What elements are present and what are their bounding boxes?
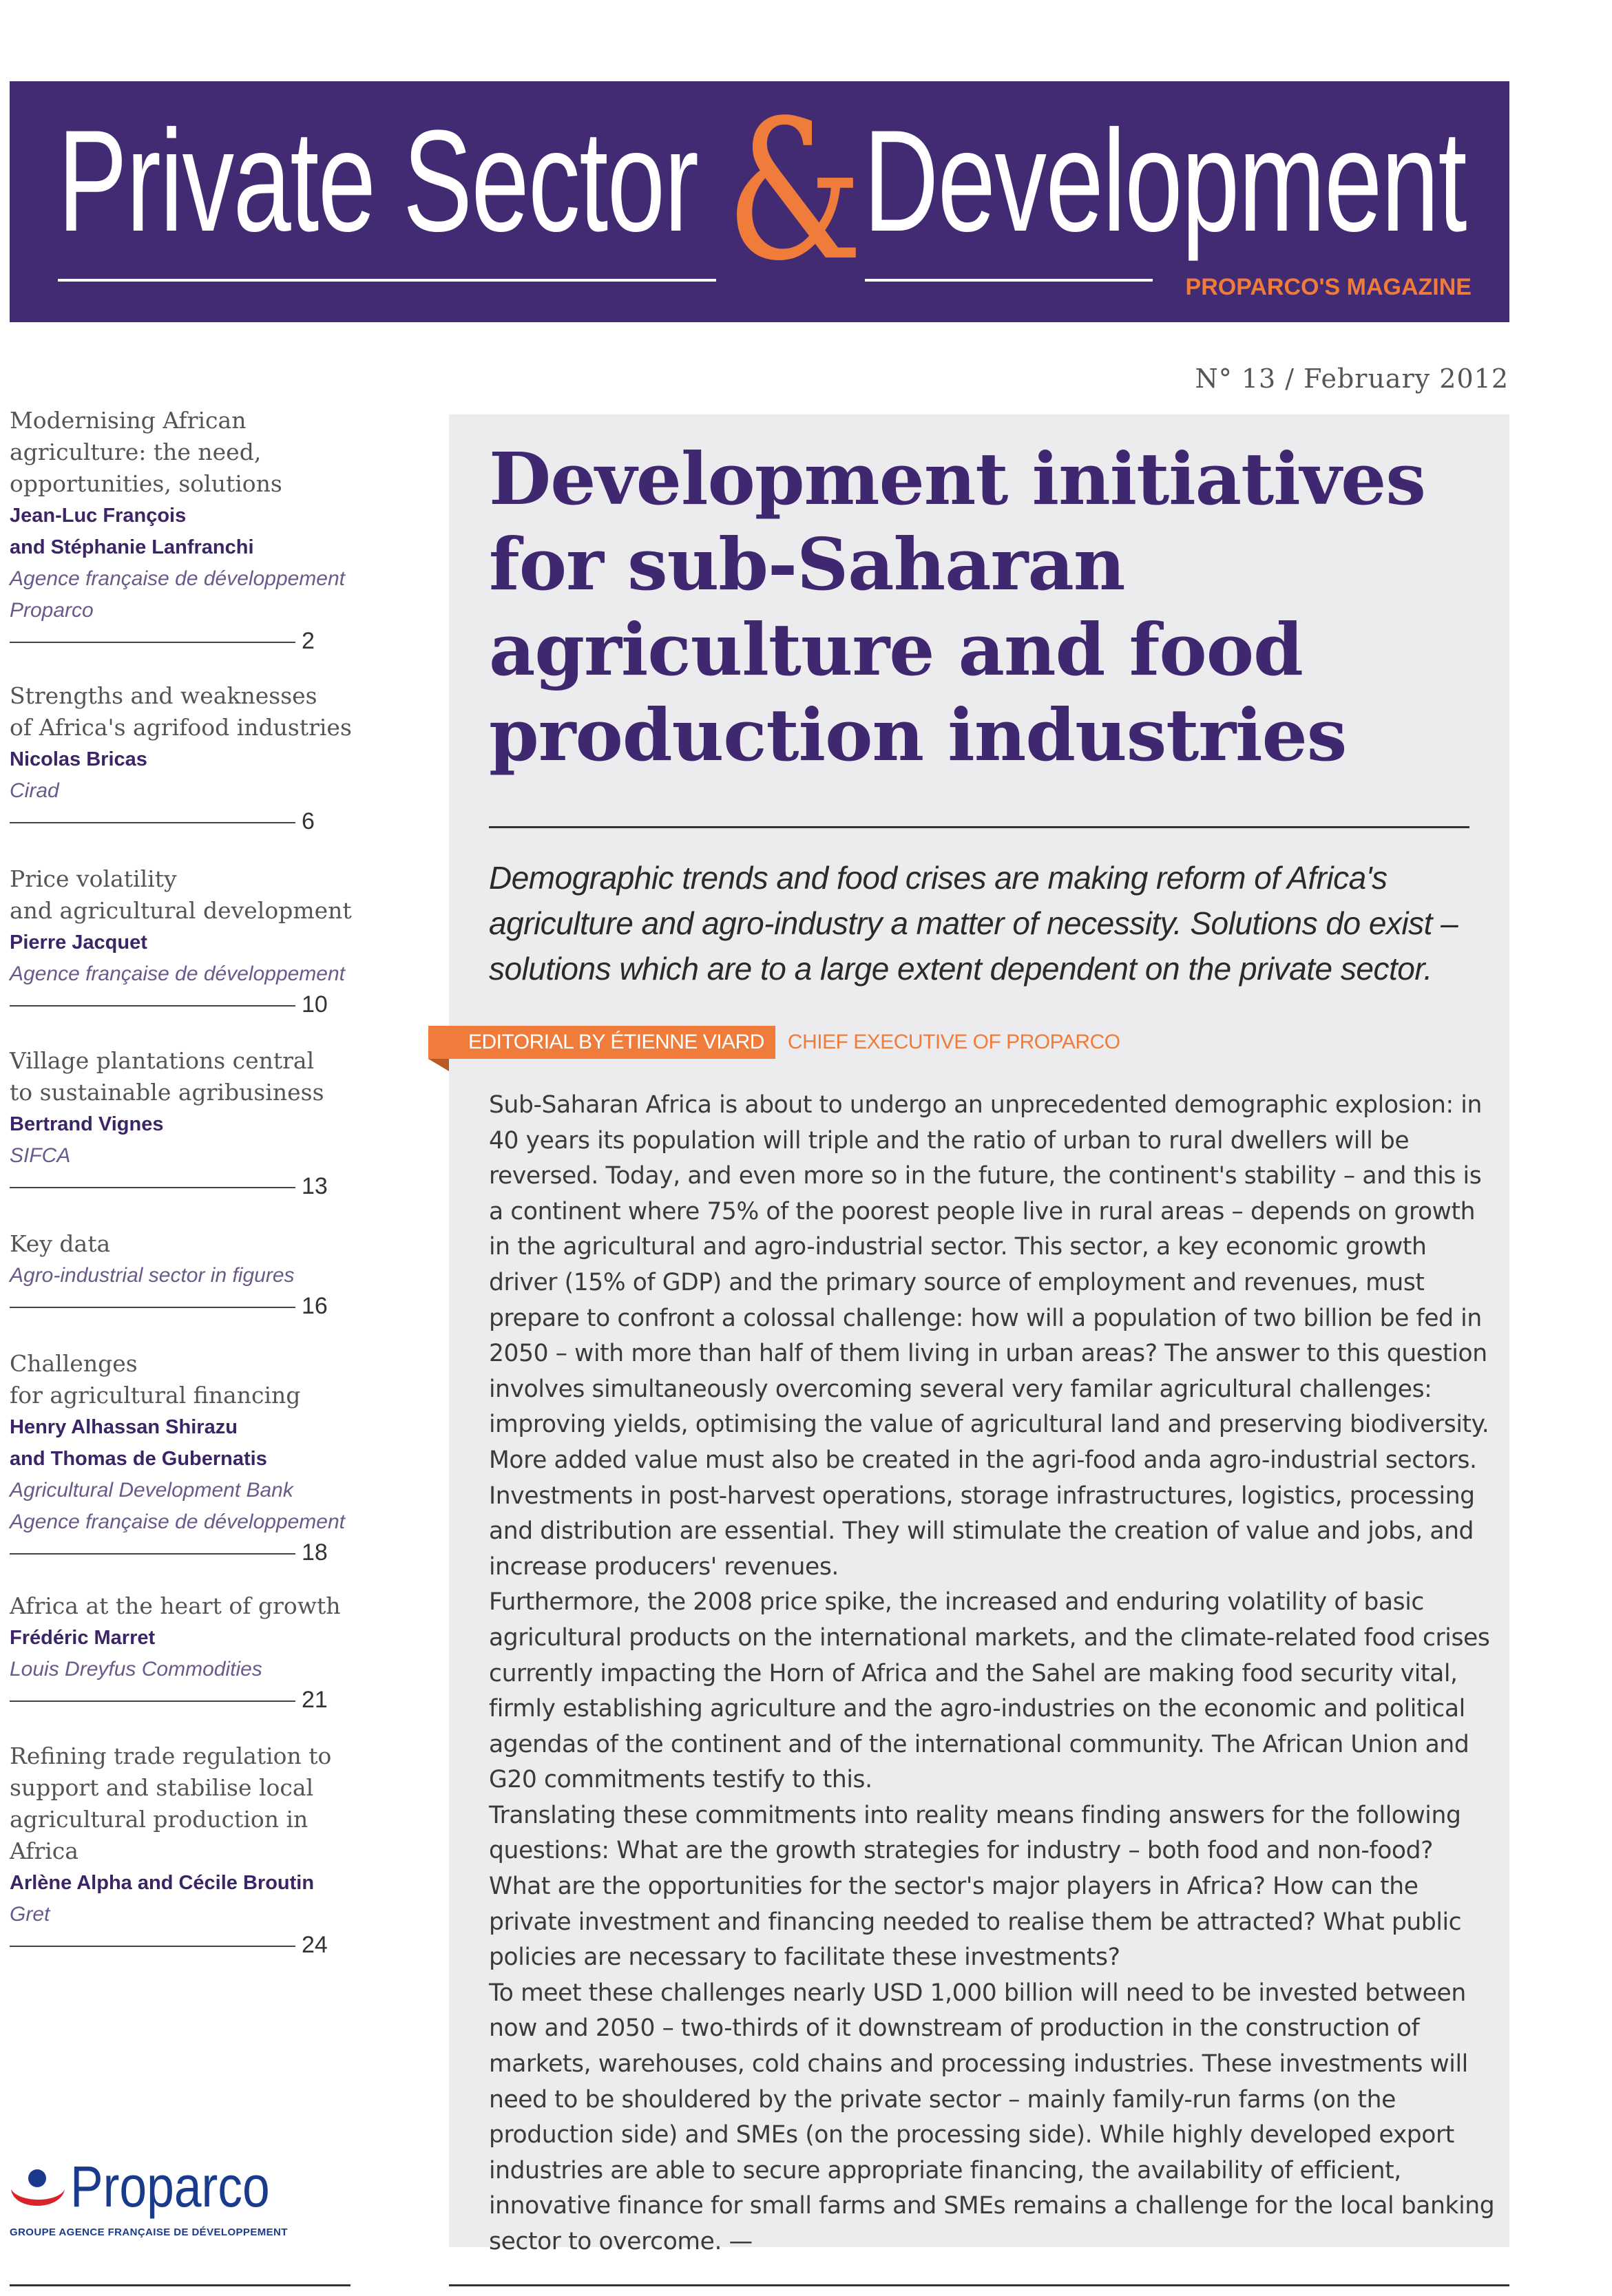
toc-leader-rule [10, 1005, 295, 1007]
toc-leader-rule [10, 1307, 295, 1308]
byline-ribbon-fold [428, 1059, 449, 1071]
masthead-subtitle: PROPARCO'S MAGAZINE [1185, 274, 1472, 300]
byline-tag: EDITORIAL BY ÉTIENNE VIARD [428, 1026, 775, 1059]
toc-title-line: Modernising African [10, 407, 247, 434]
toc-title-line: agriculture: the need, [10, 439, 262, 465]
article-paragraph: To meet these challenges nearly USD 1,000 billion will need to be invested between now and 2050 – two-thirds of it downstream of production in the construction of markets, warehouses, cold chains and processing industries. These investments will need to be shouldered by the private sector – mainly family-run farms (on the production side) and SMEs (on the processing side). While highly developed export industries are able to secure appropriate financing, the availability of efficient, innovative finance for small farms and SMEs remains a challenge for the local banking sector to overcome. — [489, 1979, 1495, 2255]
toc-page-number: 2 [302, 628, 315, 654]
article-headline: Development initiatives for sub-Saharan agriculture and food production industries [489, 436, 1425, 777]
headline-divider [489, 826, 1469, 828]
toc-page-footer [10, 991, 354, 1019]
toc-page-number: 10 [302, 991, 328, 1018]
toc-organisation: Agence française de développement [10, 962, 346, 985]
toc-page-number: 6 [302, 808, 315, 834]
toc-leader-rule [10, 822, 295, 823]
editorial-byline [428, 1026, 1120, 1059]
masthead-banner [10, 81, 1509, 322]
toc-author: Pierre Jacquet [10, 931, 147, 954]
toc-page-footer [10, 1932, 354, 1959]
toc-author: Frédéric Marret [10, 1627, 156, 1649]
masthead-rule-left [58, 279, 716, 282]
toc-page-number: 21 [302, 1687, 328, 1713]
toc-page-number: 18 [302, 1539, 328, 1566]
byline-role: CHIEF EXECUTIVE OF PROPARCO [787, 1031, 1120, 1053]
logo-tagline: GROUPE AGENCE FRANÇAISE DE DÉVELOPPEMENT [10, 2226, 288, 2238]
toc-title-line: support and stabilise local [10, 1774, 314, 1801]
toc-author: Nicolas Bricas [10, 748, 147, 770]
toc-organisation: Agro-industrial sector in figures [10, 1264, 295, 1287]
toc-entry[interactable] [10, 1590, 354, 1714]
bottom-rule-left [10, 2284, 350, 2286]
toc-author: Henry Alhassan Shirazu [10, 1416, 238, 1438]
toc-leader-rule [10, 1700, 295, 1702]
toc-title-line: Price volatility [10, 865, 177, 892]
toc-entry[interactable] [10, 1228, 354, 1320]
proparco-logo-icon [7, 2163, 69, 2225]
toc-title-line: of Africa's agrifood industries [10, 714, 352, 741]
masthead-ampersand: & [726, 81, 863, 304]
toc-page-number: 24 [302, 1932, 328, 1958]
toc-author: and Thomas de Gubernatis [10, 1448, 267, 1470]
toc-entry[interactable] [10, 1045, 354, 1201]
article-standfirst: Demographic trends and food crises are making reform of Africa's agriculture and agro-industry a matter of necessity. Solutions do exist – solutions which are to a large extent dependent on the private sector. [489, 860, 1458, 987]
toc-title-line: and agricultural development [10, 897, 352, 924]
toc-title-line: agricultural production in Africa [10, 1806, 308, 1864]
toc-title-line: Refining trade regulation to [10, 1742, 332, 1769]
toc-entry[interactable] [10, 405, 354, 655]
toc-title-line: Challenges [10, 1350, 138, 1377]
toc-title-line: opportunities, solutions [10, 470, 282, 497]
toc-organisation: Proparco [10, 599, 94, 622]
toc-page-number: 16 [302, 1293, 328, 1319]
masthead-title-right: Development [863, 100, 1467, 262]
article-body [489, 1088, 1501, 2260]
toc-page-footer [10, 1539, 354, 1567]
toc-organisation: Agence française de développement [10, 567, 346, 590]
toc-organisation: Agence française de développement [10, 1510, 346, 1533]
article-paragraph: Translating these commitments into reality means finding answers for the following questions: What are the growth strategies for industry – both food and non-food? What are the opportunities for the sector's major players in Africa? How can the private investment and financing needed to realise them be attracted? What public policies are necessary to facilitate these investments? [489, 1801, 1462, 1972]
toc-author: and Stéphanie Lanfranchi [10, 536, 254, 558]
toc-title-line: to sustainable agribusiness [10, 1079, 324, 1106]
toc-organisation: Gret [10, 1903, 50, 1926]
bottom-rule-right [449, 2284, 1509, 2286]
toc-page-footer [10, 808, 354, 836]
toc-page-footer [10, 1173, 354, 1201]
toc-organisation: Cirad [10, 779, 59, 802]
masthead-title-left: Private Sector [58, 100, 698, 262]
toc-leader-rule [10, 642, 295, 643]
toc-organisation: Agricultural Development Bank [10, 1479, 293, 1502]
toc-page-number: 13 [302, 1173, 328, 1199]
toc-title-line: Africa at the heart of growth [10, 1592, 341, 1619]
toc-author: Bertrand Vignes [10, 1113, 164, 1135]
toc-author: Arlène Alpha and Cécile Broutin [10, 1872, 315, 1894]
toc-entry[interactable] [10, 680, 354, 836]
proparco-logo [7, 2154, 288, 2240]
toc-organisation: Louis Dreyfus Commodities [10, 1658, 262, 1681]
toc-organisation: SIFCA [10, 1144, 71, 1167]
article-paragraph: Sub-Saharan Africa is about to undergo an unprecedented demographic explosion: in 40 years its population will triple and the ratio of urban to rural dwellers will be reversed. Today, and even more so in the future, the continent's stability – and this is a continent where 75% of the poorest people live in rural areas – depends on growth in the agricultural and agro-industrial sector. This sector, a key economic growth driver (15% of GDP) and the primary source of employment and revenues, must prepare to confront a colossal challenge: how will a population of two billion be fed in 2050 – with more than half of them living in urban areas? The answer to this question involves simultaneously overcoming several very familar agricultural challenges: improving yields, optimising the value of agricultural land and preserving biodiversity. More added value must also be created in the agri-food anda agro-industrial sectors. Investments in post-harvest operations, storage infrastructures, logistics, processing and distribution are essential. They will stimulate the creation of value and jobs, and increase producers' revenues. [489, 1091, 1489, 1581]
toc-page-footer [10, 1293, 354, 1320]
toc-leader-rule [10, 1187, 295, 1188]
toc-leader-rule [10, 1553, 295, 1555]
toc-title-line: Strengths and weaknesses [10, 682, 317, 709]
editorial-panel [449, 414, 1509, 2255]
toc-page-footer [10, 1687, 354, 1714]
toc-page-footer [10, 628, 354, 655]
issue-number: N° 13 / February 2012 [1195, 364, 1509, 394]
toc-leader-rule [10, 1946, 295, 1947]
toc-entry[interactable] [10, 1740, 354, 1959]
masthead-rule-right [865, 279, 1153, 282]
toc-entry[interactable] [10, 1348, 354, 1567]
article-paragraph: Furthermore, the 2008 price spike, the increased and enduring volatility of basic agricultural products on the international markets, and the climate-related food crises currently impacting the Horn of Africa and the Sahel are making food security vital, firmly establishing agriculture and the agro-industries on the economic and political agendas of the continent and of the international community. The African Union and G20 commitments testify to this. [489, 1588, 1490, 1794]
toc-title-line: Village plantations central [10, 1047, 315, 1074]
toc-title-line: for agricultural financing [10, 1382, 301, 1409]
toc-title-line: Key data [10, 1230, 111, 1257]
toc-author: Jean-Luc François [10, 505, 187, 527]
logo-wordmark: Proparco [70, 2154, 270, 2219]
toc-entry[interactable] [10, 863, 354, 1019]
